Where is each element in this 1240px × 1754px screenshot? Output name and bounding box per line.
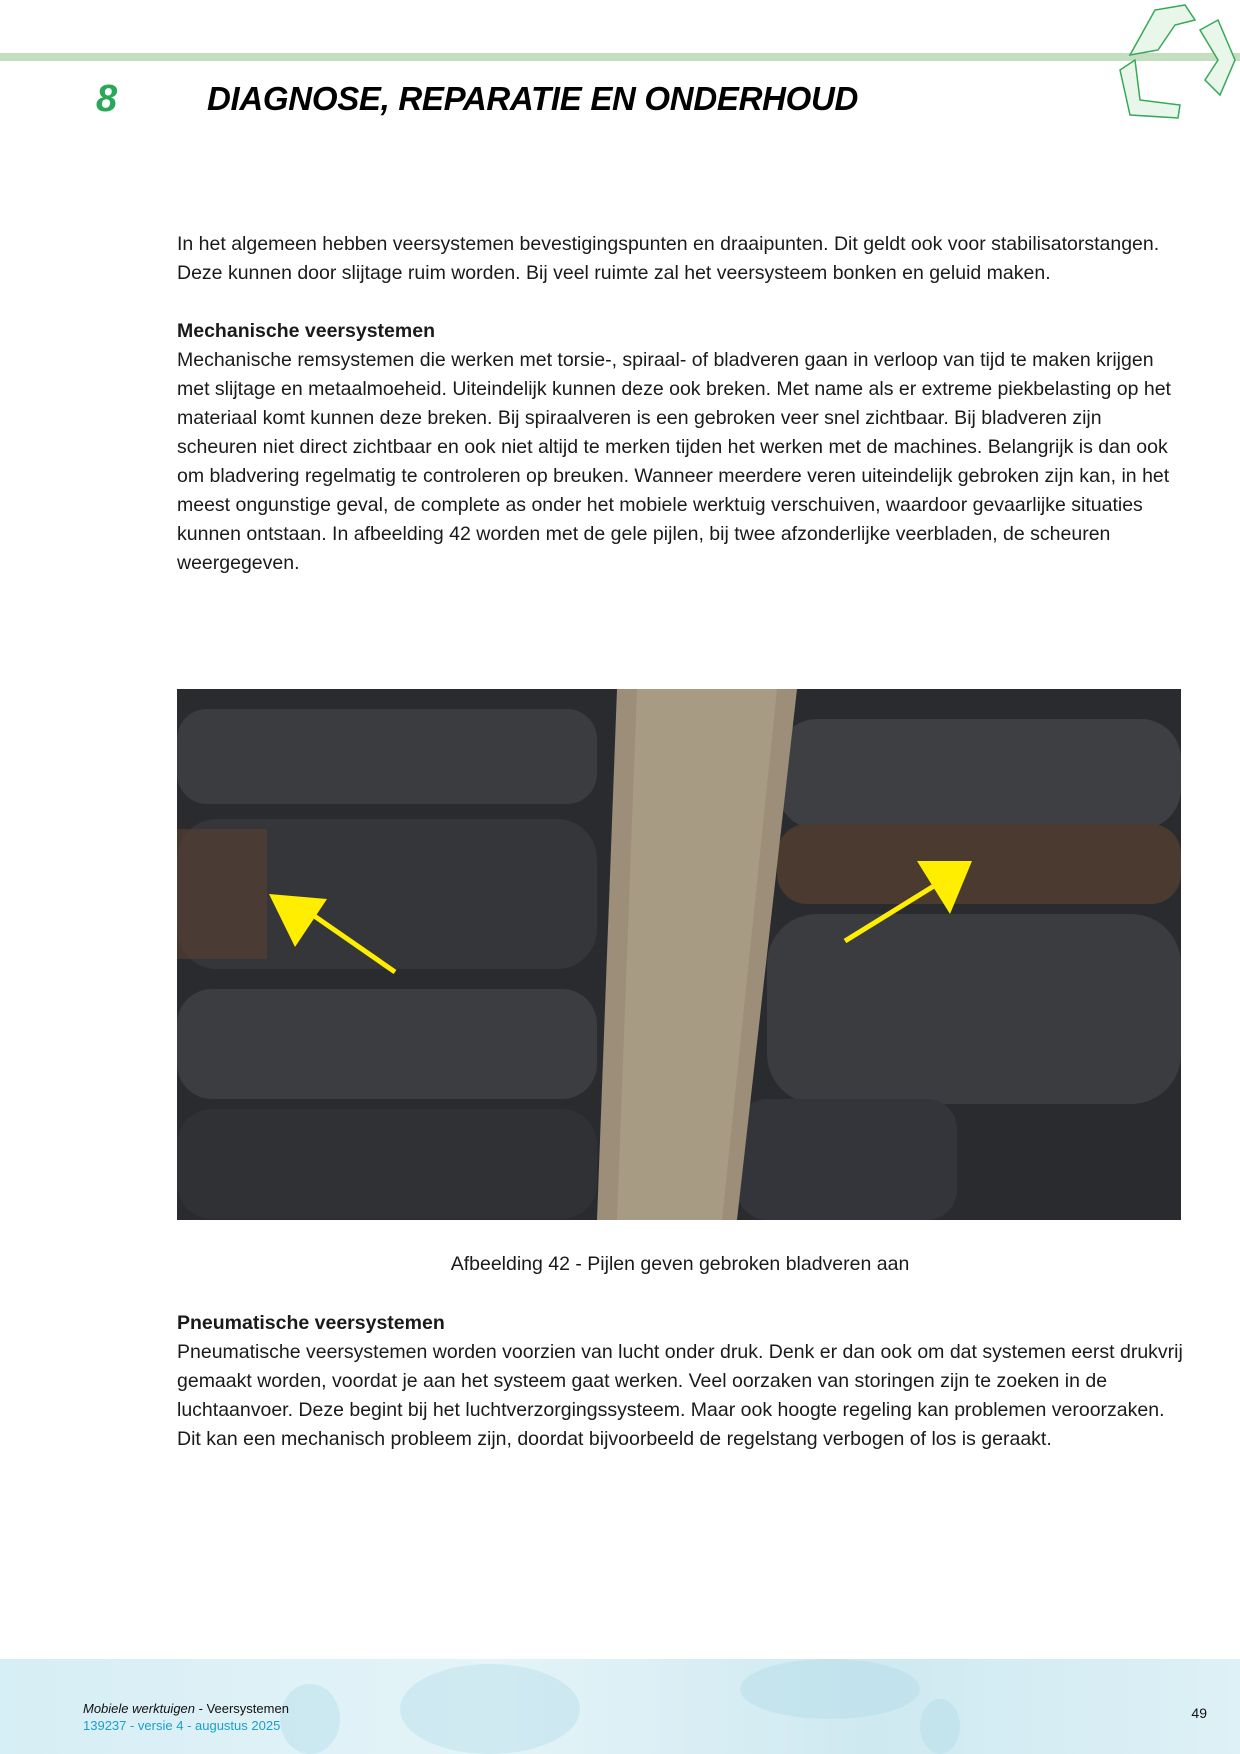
header-rule — [0, 53, 1240, 61]
page-footer — [0, 1659, 1240, 1754]
footer-title — [83, 1701, 289, 1716]
pneumatic-section — [177, 1309, 1183, 1454]
footer-bubble — [920, 1699, 960, 1754]
chapter-number: 8 — [96, 78, 118, 120]
chapter-title: DIAGNOSE, REPARATIE EN ONDERHOUD — [207, 80, 859, 117]
footer-title-rest: - Veersystemen — [195, 1701, 289, 1716]
footer-bubble — [740, 1659, 920, 1719]
page-number: 49 — [1191, 1705, 1207, 1721]
main-content — [177, 230, 1183, 578]
footer-version: 139237 - versie 4 - augustus 2025 — [83, 1718, 281, 1733]
figure-caption: Afbeelding 42 - Pijlen geven gebroken bladveren aan — [450, 1253, 910, 1275]
section-heading-pneumatic: Pneumatische veersystemen — [177, 1312, 445, 1334]
recycle-icon — [1100, 0, 1240, 120]
footer-bubble — [400, 1664, 580, 1754]
leaf-spring-photo — [177, 689, 1181, 1220]
section-heading-mechanical: Mechanische veersystemen — [177, 320, 435, 342]
intro-paragraph: In het algemeen hebben veersystemen bevestigingspunten en draaipunten. Dit geldt ook voor stabilisatorstangen. Deze kunnen door slijtage ruim worden. Bij veel ruimte zal het veersysteem bonken en geluid maken. — [177, 233, 1160, 284]
pneumatic-paragraph: Pneumatische veersystemen worden voorzien van lucht onder druk. Denk er dan ook om dat systemen eerst drukvrij gemaakt worden, voordat je aan het systeem gaat werken. Veel oorzaken van storingen zijn te zoeken in de luchtaanvoer. Deze begint bij het luchtverzorgingssysteem. Maar ook hoogte regeling kan problemen veroorzaken. Dit kan een mechanisch probleem zijn, doordat bijvoorbeeld de regelstang verbogen of los is geraakt. — [177, 1341, 1183, 1450]
footer-title-italic: Mobiele werktuigen — [83, 1701, 196, 1716]
mechanical-paragraph: Mechanische remsystemen die werken met torsie-, spiraal- of bladveren gaan in verloop van tijd te maken krijgen met slijtage en metaalmoeheid. Uiteindelijk kunnen deze ook breken. Met name als er extreme piekbelasting op het materiaal komt kunnen deze breken. Bij spiraalveren is een gebroken veer snel zichtbaar. Bij bladveren zijn scheuren niet direct zichtbaar en ook niet altijd te merken tijden het werken met de machines. Belangrijk is dan ook om bladvering regelmatig te controleren op breuken. Wanneer meerdere veren uiteindelijk gebroken zijn kan, in het meest ongunstige geval, de complete as onder het mobiele werktuig verschuiven, waardoor gevaarlijke situaties kunnen ontstaan. In afbeelding 42 worden met de gele pijlen, bij twee afzonderlijke veerbladen, de scheuren weergegeven. — [177, 349, 1171, 574]
footer-bubble — [280, 1684, 340, 1754]
